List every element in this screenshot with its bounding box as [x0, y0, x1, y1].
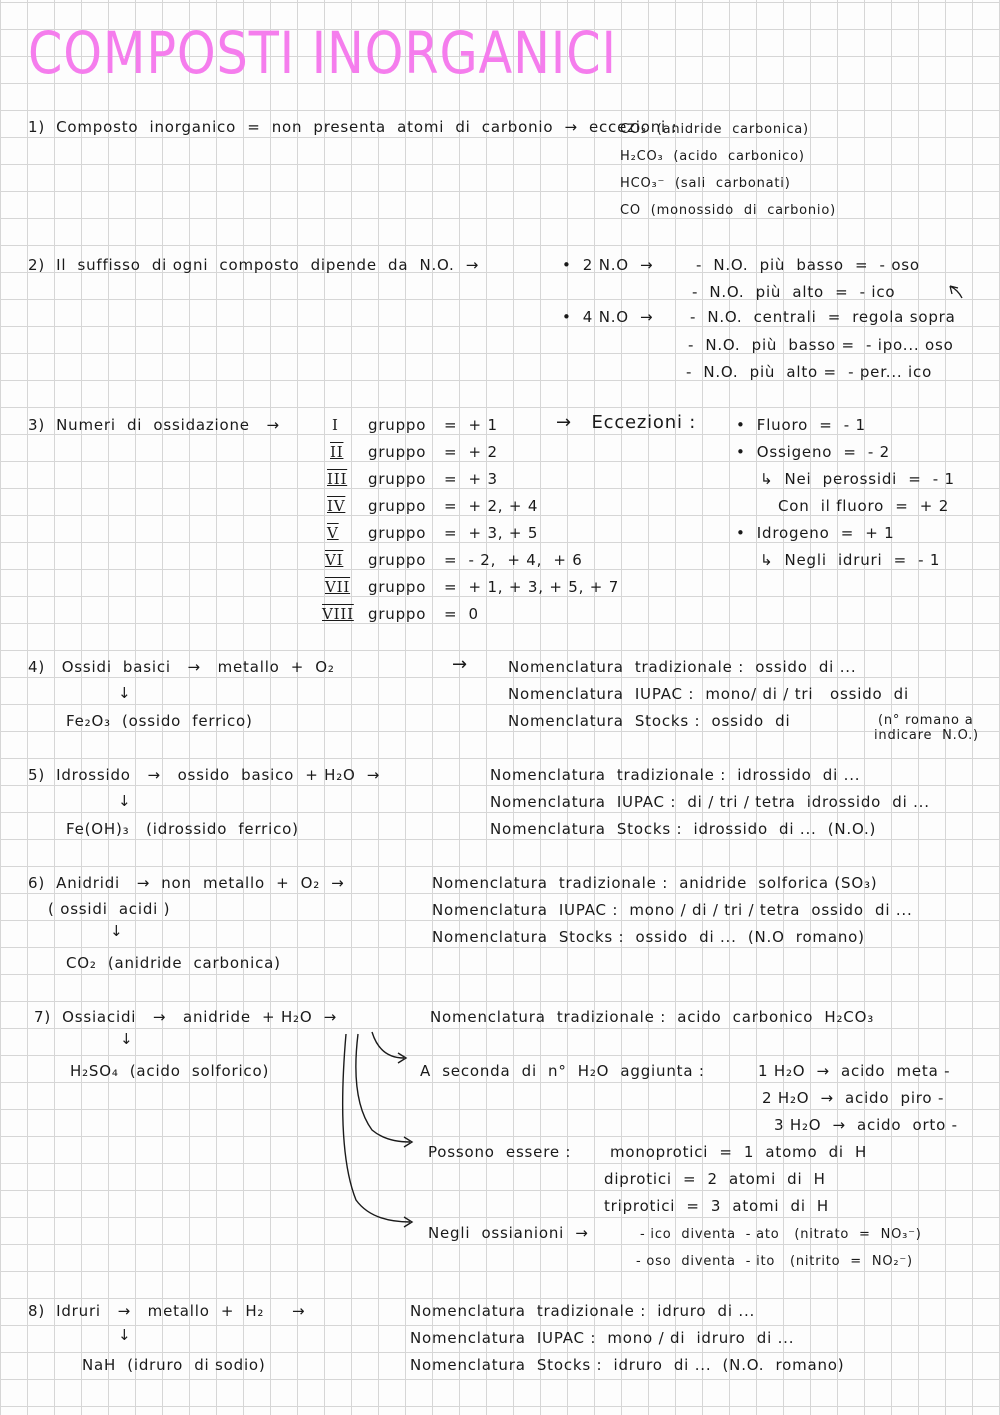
- s5-nomenclature-stocks: Nomenclatura Stocks : idrossido di ... (N.O.): [490, 820, 877, 838]
- s7-oxyanions-oso: - oso diventa - ito (nitrito = NO₂⁻): [636, 1254, 913, 1269]
- s3-exc-hydrogen: • Idrogeno = + 1: [736, 524, 895, 542]
- s6-subtitle: ( ossidi acidi ): [48, 900, 171, 918]
- s2-four-no-head: • 4 N.O →: [562, 308, 654, 326]
- group-oxidation-value: = + 1, + 3, + 5, + 7: [444, 578, 620, 596]
- s1-main: 1) Composto inorganico = non presenta atomi di carbonio → eccezioni :: [28, 118, 678, 136]
- roman-numeral: II: [330, 443, 344, 461]
- s8-down-arrow: ↓: [118, 1326, 132, 1344]
- s6-example: CO₂ (anidride carbonica): [66, 954, 281, 972]
- s7-example: H₂SO₄ (acido solforico): [70, 1062, 270, 1080]
- s1-exception-3: HCO₃⁻ (sali carbonati): [620, 176, 791, 191]
- group-label: gruppo: [368, 416, 427, 434]
- s2-four-no-low: - N.O. più basso = - ipo... oso: [688, 336, 954, 354]
- group-oxidation-value: = + 3: [444, 470, 498, 488]
- roman-numeral: IV: [327, 497, 346, 515]
- s4-example: Fe₂O₃ (ossido ferrico): [66, 712, 253, 730]
- s2-two-no-low: - N.O. più basso = - oso: [696, 256, 920, 274]
- s4-main: 4) Ossidi basici → metallo + O₂: [28, 658, 335, 676]
- s4-nomenclature-iupac: Nomenclatura IUPAC : mono/ di / tri ossido di: [508, 685, 909, 703]
- s7-water-added-head: A seconda di n° H₂O aggiunta :: [420, 1062, 705, 1080]
- group-oxidation-value: = 0: [444, 605, 479, 623]
- group-oxidation-value: = + 1: [444, 416, 498, 434]
- s3-exc-hydrides: ↳ Negli idruri = - 1: [760, 551, 941, 569]
- s2-main: 2) Il suffisso di ogni composto dipende da N.O. →: [28, 256, 480, 274]
- s6-main: 6) Anidridi → non metallo + O₂ →: [28, 874, 345, 892]
- s3-exc-oxygen: • Ossigeno = - 2: [736, 443, 890, 461]
- s5-down-arrow: ↓: [118, 792, 132, 810]
- group-label: gruppo: [368, 497, 427, 515]
- s7-water-3: 3 H₂O → acido orto -: [774, 1116, 958, 1134]
- s5-nomenclature-iupac: Nomenclatura IUPAC : di / tri / tetra idrossido di ...: [490, 793, 930, 811]
- s4-down-arrow: ↓: [118, 684, 132, 702]
- s5-example: Fe(OH)₃ (idrossido ferrico): [66, 820, 299, 838]
- group-oxidation-value: = - 2, + 4, + 6: [444, 551, 583, 569]
- roman-numeral: I: [332, 416, 339, 434]
- roman-numeral: VI: [325, 551, 344, 569]
- s7-oxyanions-ico: - ico diventa - ato (nitrato = NO₃⁻): [640, 1227, 922, 1242]
- roman-numeral: VII: [325, 578, 351, 596]
- s1-exception-4: CO (monossido di carbonio): [620, 203, 836, 218]
- s3-main: 3) Numeri di ossidazione →: [28, 416, 280, 434]
- s8-nomenclature-iupac: Nomenclatura IUPAC : mono / di idruro di ...: [410, 1329, 795, 1347]
- s3-exceptions-head: → Eccezioni :: [556, 412, 697, 433]
- s4-nomenclature-traditional: Nomenclatura tradizionale : ossido di ...: [508, 658, 857, 676]
- s4-nomenclature-stocks: Nomenclatura Stocks : ossido di: [508, 712, 791, 730]
- roman-numeral: VIII: [322, 605, 354, 623]
- s8-nomenclature-traditional: Nomenclatura tradizionale : idruro di ...: [410, 1302, 756, 1320]
- s7-nomenclature-traditional: Nomenclatura tradizionale : acido carbonico H₂CO₃: [430, 1008, 875, 1026]
- group-label: gruppo: [368, 605, 427, 623]
- s7-main: 7) Ossiacidi → anidride + H₂O →: [34, 1008, 337, 1026]
- s4-arrow: →: [452, 654, 468, 675]
- s5-main: 5) Idrossido → ossido basico + H₂O →: [28, 766, 381, 784]
- s7-oxyanions-head: Negli ossianioni →: [428, 1224, 589, 1242]
- s8-main: 8) Idruri → metallo + H₂ →: [28, 1302, 306, 1320]
- s6-nomenclature-traditional: Nomenclatura tradizionale : anidride solforica (SO₃): [432, 874, 878, 892]
- group-oxidation-value: = + 2, + 4: [444, 497, 539, 515]
- s6-nomenclature-stocks: Nomenclatura Stocks : ossido di ... (N.O romano): [432, 928, 865, 946]
- group-label: gruppo: [368, 524, 427, 542]
- curved-arrow-up: [950, 286, 962, 298]
- s4-stocks-note-1: (n° romano a: [878, 713, 974, 728]
- s7-down-arrow: ↓: [120, 1030, 134, 1048]
- s1-exception-1: CO₂ (anidride carbonica): [620, 122, 809, 137]
- group-label: gruppo: [368, 470, 427, 488]
- s3-exc-with-fluorine: Con il fluoro = + 2: [778, 497, 950, 515]
- group-label: gruppo: [368, 578, 427, 596]
- s7-water-2: 2 H₂O → acido piro -: [762, 1089, 945, 1107]
- s3-exc-fluorine: • Fluoro = - 1: [736, 416, 866, 434]
- s5-nomenclature-traditional: Nomenclatura tradizionale : idrossido di ...: [490, 766, 861, 784]
- s7-monoprotic: monoprotici = 1 atomo di H: [610, 1143, 868, 1161]
- s8-example: NaH (idruro di sodio): [82, 1356, 266, 1374]
- s7-water-1: 1 H₂O → acido meta -: [758, 1062, 951, 1080]
- s7-can-be-head: Possono essere :: [428, 1143, 572, 1161]
- s7-diprotic: diprotici = 2 atomi di H: [604, 1170, 826, 1188]
- s6-nomenclature-iupac: Nomenclatura IUPAC : mono / di / tri / tetra ossido di ...: [432, 901, 913, 919]
- page-title: COMPOSTI INORGANICI: [28, 19, 617, 87]
- group-oxidation-value: = + 2: [444, 443, 498, 461]
- roman-numeral: V: [327, 524, 339, 542]
- group-label: gruppo: [368, 443, 427, 461]
- s8-nomenclature-stocks: Nomenclatura Stocks : idruro di ... (N.O. romano): [410, 1356, 845, 1374]
- s6-down-arrow: ↓: [110, 922, 124, 940]
- s2-two-no-head: • 2 N.O →: [562, 256, 654, 274]
- s2-four-no-high: - N.O. più alto = - per... ico: [686, 363, 933, 381]
- s1-exception-2: H₂CO₃ (acido carbonico): [620, 149, 805, 164]
- group-oxidation-value: = + 3, + 5: [444, 524, 539, 542]
- s3-exc-peroxides: ↳ Nei perossidi = - 1: [760, 470, 955, 488]
- s2-two-no-high: - N.O. più alto = - ico: [692, 283, 896, 301]
- roman-numeral: III: [327, 470, 348, 488]
- s2-four-no-central: - N.O. centrali = regola sopra: [690, 308, 956, 326]
- s4-stocks-note-2: indicare N.O.): [874, 728, 979, 743]
- s7-triprotic: triprotici = 3 atomi di H: [604, 1197, 830, 1215]
- group-label: gruppo: [368, 551, 427, 569]
